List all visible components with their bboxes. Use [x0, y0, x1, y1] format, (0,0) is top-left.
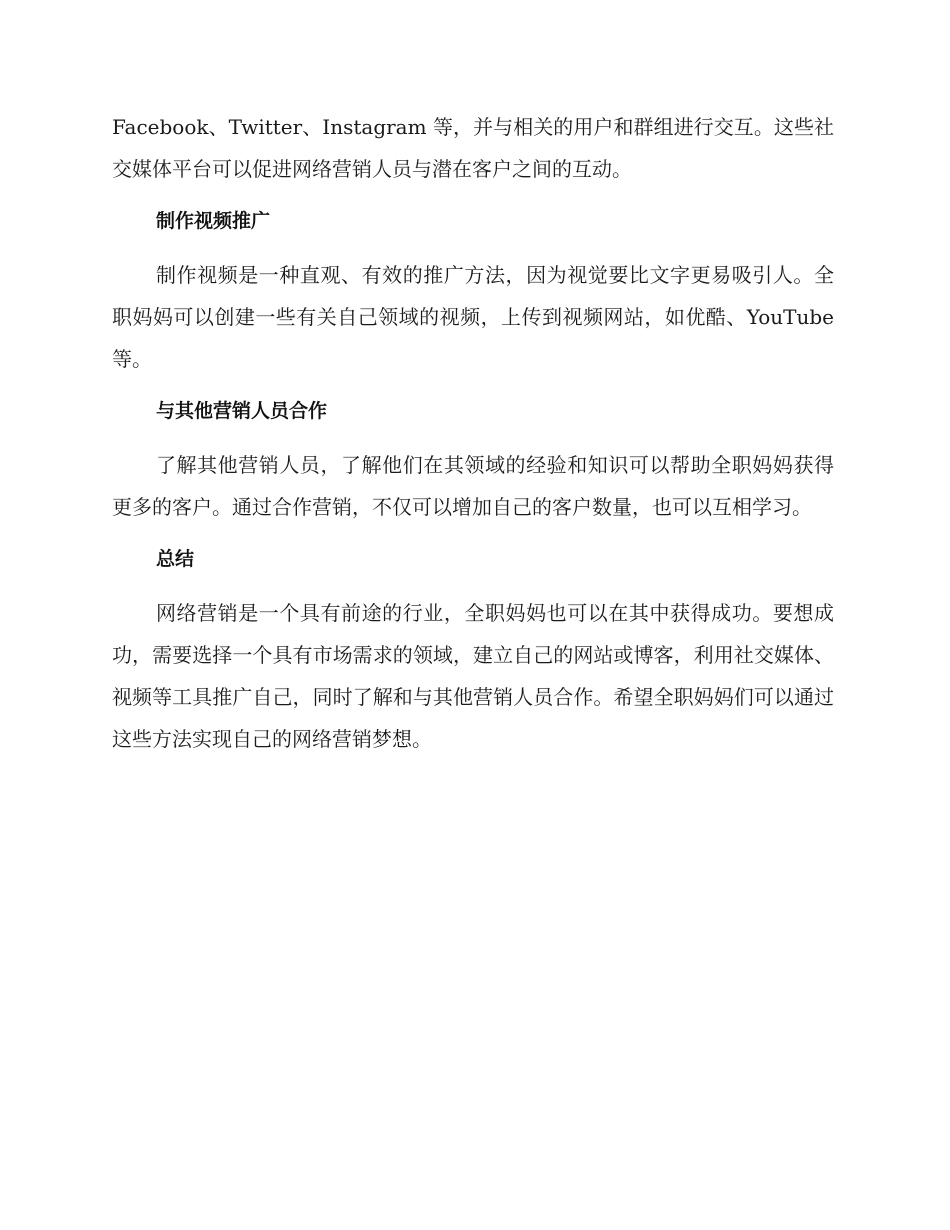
section-heading-cooperation: 与其他营销人员合作: [156, 400, 328, 422]
section-heading-summary: 总结: [156, 548, 195, 570]
section-body-summary: 网络营销是一个具有前途的行业，全职妈妈也可以在其中获得成功。要想成功，需要选择一个具有市场需求的领域，建立自己的网站或博客，利用社交媒体、视频等工具推广自己，同时了解和与其他营销人员合作。希望全职妈妈们可以通过这些方法实现自己的网络营销梦想。: [112, 601, 834, 751]
intro-paragraph: Facebook、Twitter、Instagram 等，并与相关的用户和群组进行交互。这些社交媒体平台可以促进网络营销人员与潜在客户之间的互动。: [112, 115, 834, 181]
section-heading-video-promotion: 制作视频推广: [156, 210, 271, 232]
section-body-cooperation: 了解其他营销人员，了解他们在其领域的经验和知识可以帮助全职妈妈获得更多的客户。通过合作营销，不仅可以增加自己的客户数量，也可以互相学习。: [112, 453, 834, 519]
section-body-video-promotion: 制作视频是一种直观、有效的推广方法，因为视觉要比文字更易吸引人。全职妈妈可以创建一些有关自己领域的视频，上传到视频网站，如优酷、YouTube 等。: [112, 263, 834, 371]
document-page: [112, 106, 834, 770]
